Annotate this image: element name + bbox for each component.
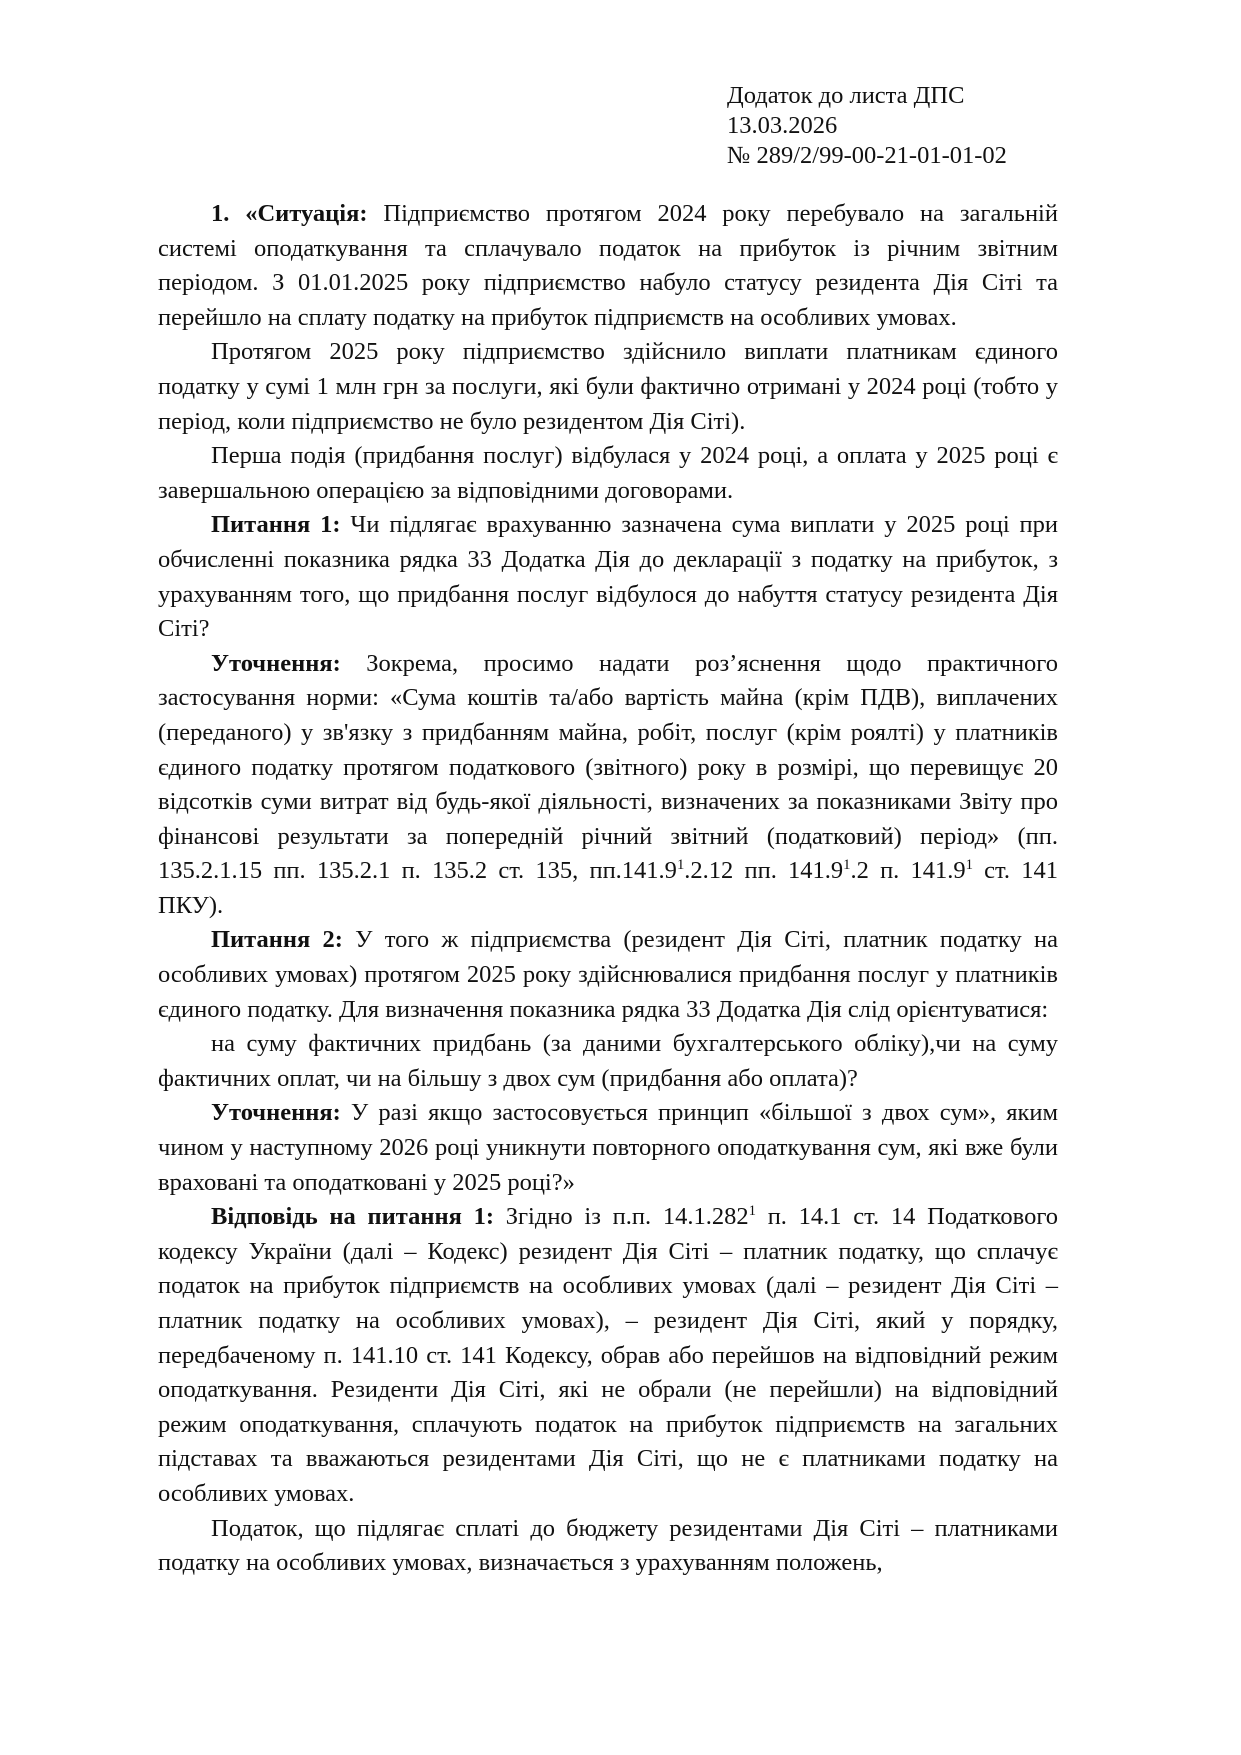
paragraph: Податок, що підлягає сплаті до бюджету резидентами Дія Сіті – платниками податку на особливих умовах, визначається з урахуванням положень, [158, 1514, 1058, 1577]
paragraph-question-1: Питання 1: Чи підлягає врахуванню зазначена сума виплати у 2025 році при обчисленні показника рядка 33 Додатка Дія до декларації з податку на прибуток, з урахуванням того, що придбання послуг відбулося до набуття статусу резидента Дія Сіті? [158, 511, 1059, 643]
letter-number: № 289/2/99-00-21-01-01-02 [727, 142, 1007, 169]
situation-label: 1. «Ситуація: [211, 200, 368, 227]
paragraph-situation: 1. «Ситуація: Підприємство протягом 2024 року перебувало на загальній системі оподаткування та сплачувало податок на прибуток із річним звітним періодом. З 01.01.2025 року підприємство набуло статусу резидента Дія Сіті та перейшло на сплату податку на прибуток підприємств на особливих умовах. [158, 200, 1058, 331]
clarification-label: Уточнення: [211, 1099, 341, 1127]
paragraph: Перша подія (придбання послуг) відбулася у 2024 році, а оплата у 2025 році є завершальною операцією за відповідними договорами. [158, 442, 1058, 504]
document-header [727, 81, 1007, 171]
paragraph-clarification-1: Уточнення: Зокрема, просимо надати роз’яснення щодо практичного застосування норми: «Сума коштів та/або вартість майна (крім ПДВ), виплачених (переданого) у зв'язку з придбанням майна, робіт, послуг (крім роялті) у платників єдиного податку протягом податкового (звітного) року в розмірі, що перевищує 20 відсотків суми витрат від будь-якої діяльності, визначених за показниками Звіту про фінансові результати за попередній річний звітний (податковий) період» (пп. 135.2.1.15 пп. 135.2.1 п. 135.2 ст. 135, пп.141.9$^1$.2.12 пп. 141.9$^1$.2 п. 141.9$^1$ ст. 141 ПКУ). [158, 649, 1058, 919]
paragraph-clarification-2: Уточнення: У разі якщо застосовується принцип «більшої з двох сум», яким чином у наступному 2026 році уникнути повторного оподаткування сум, які вже були враховані та оподатковані у 2025 році?» [158, 1099, 1058, 1196]
paragraph: на суму фактичних придбань (за даними бухгалтерського обліку),чи на суму фактичних оплат, чи на більшу з двох сум (придбання або оплата)? [158, 1030, 1058, 1092]
question-1-label: Питання 1: [211, 511, 341, 539]
paragraph-question-2: Питання 2: У того ж підприємства (резидент Дія Сіті, платник податку на особливих умовах) протягом 2025 року здійснювалися придбання послуг у платників єдиного податку. Для визначення показника рядка 33 Додатка Дія слід орієнтуватися: [158, 926, 1059, 1023]
attachment-title: Додаток до листа ДПС [727, 82, 965, 109]
question-2-label: Питання 2: [211, 926, 343, 954]
paragraph: Протягом 2025 року підприємство здійснило виплати платникам єдиного податку у сумі 1 млн грн за послуги, які були фактично отримані у 2024 році (тобто у період, коли підприємство не було резидентом Дія Сіті). [158, 338, 1058, 435]
clarification-label: Уточнення: [211, 649, 341, 677]
paragraph-answer-1: Відповідь на питання 1: Згідно із п.п. 14.1.282$^1$ п. 14.1 ст. 14 Податкового кодексу України (далі – Кодекс) резидент Дія Сіті – платник податку, що сплачує податок на прибуток підприємств на особливих умовах (далі – резидент Дія Сіті – платник податку на особливих умовах), – резидент Дія Сіті, який у порядку, передбаченому п. 141.10 ст. 141 Кодексу, обрав або перейшов на відповідний режим оподаткування. Резиденти Дія Сіті, які не обрали (не перейшли) на відповідний режим оподаткування, сплачують податок на прибуток підприємств на загальних підставах та вважаються резидентами Дія Сіті, що не є платниками податку на особливих умовах. [158, 1203, 1059, 1507]
answer-1-label: Відповідь на питання 1: [211, 1203, 494, 1231]
letter-date: 13.03.2026 [727, 112, 838, 139]
document-body [158, 197, 1058, 1581]
